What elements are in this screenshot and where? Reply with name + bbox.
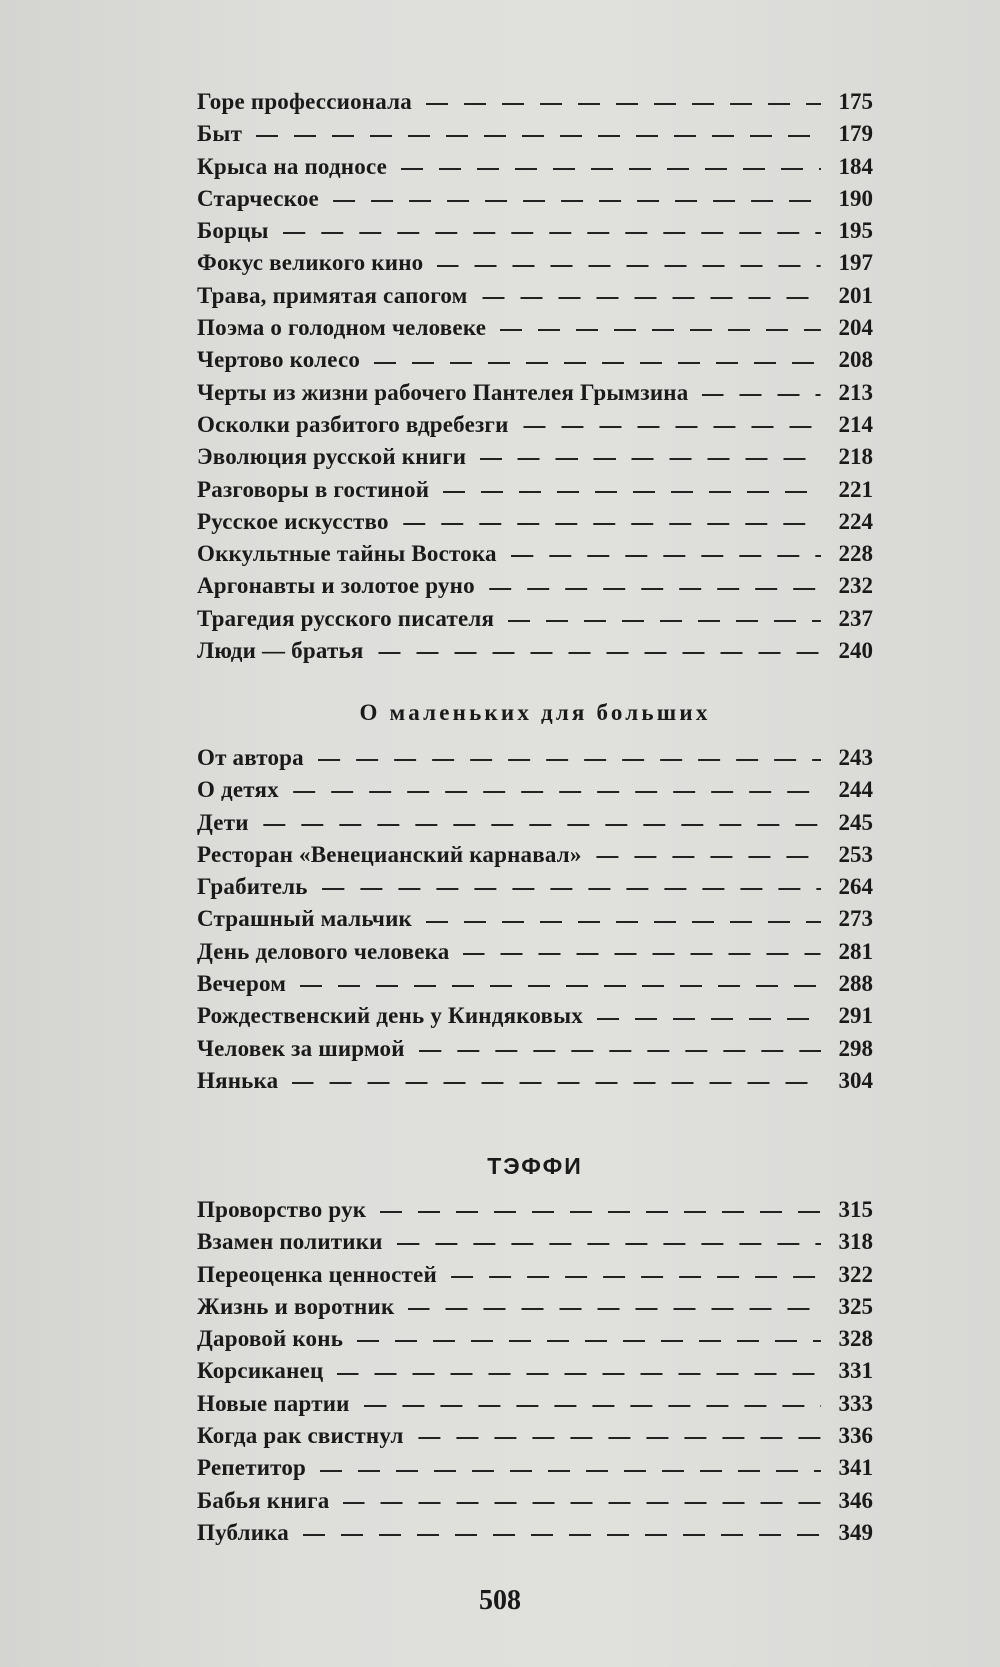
toc-entry bbox=[197, 871, 873, 903]
toc-entry-title: Репетитор bbox=[197, 1455, 307, 1481]
dash-leader bbox=[523, 426, 821, 428]
toc-entry-page: 240 bbox=[838, 638, 873, 664]
toc-entry-page: 190 bbox=[838, 185, 873, 211]
dash-leader bbox=[397, 1243, 821, 1245]
toc-entry bbox=[197, 1291, 873, 1323]
toc-entry bbox=[197, 1452, 873, 1484]
toc-entry-title: Осколки разбитого вдребезги bbox=[197, 411, 509, 437]
dash-leader bbox=[480, 458, 821, 460]
toc-entry-page: 336 bbox=[838, 1423, 873, 1449]
toc-entry bbox=[197, 247, 873, 279]
toc-entry bbox=[197, 215, 873, 247]
toc-section-2 bbox=[197, 742, 873, 1097]
toc-entry-page: 328 bbox=[838, 1326, 873, 1352]
toc-entry-title: Оккультные тайны Востока bbox=[197, 541, 497, 567]
toc-entry bbox=[197, 1355, 873, 1387]
toc-entry bbox=[197, 183, 873, 215]
toc-entry-page: 281 bbox=[838, 938, 873, 964]
toc-entry bbox=[197, 968, 873, 1000]
toc-entry-page: 175 bbox=[838, 89, 873, 114]
toc-entry-title: Люди — братья bbox=[197, 638, 364, 664]
toc-entry-page: 333 bbox=[838, 1390, 873, 1416]
toc-entry-title: Грабитель bbox=[197, 874, 308, 900]
dash-leader bbox=[426, 921, 821, 923]
dash-leader bbox=[333, 200, 821, 202]
toc-entry-page: 228 bbox=[838, 541, 873, 567]
toc-entry bbox=[197, 280, 873, 312]
toc-entry-title: День делового человека bbox=[197, 938, 450, 964]
toc-entry-title: Трагедия русского писателя bbox=[197, 605, 495, 631]
toc-entry-title: Переоценка ценностей bbox=[197, 1261, 437, 1287]
toc-entry bbox=[197, 1420, 873, 1452]
toc-entry bbox=[197, 1259, 873, 1291]
toc-entry-title: Нянька bbox=[197, 1067, 279, 1093]
toc-entry bbox=[197, 807, 873, 839]
dash-leader bbox=[463, 953, 821, 955]
dash-leader bbox=[418, 1437, 821, 1439]
toc-entry-page: 273 bbox=[838, 906, 873, 932]
toc-entry-title: Взамен политики bbox=[197, 1229, 383, 1255]
toc-entry-title: Поэма о голодном человеке bbox=[197, 315, 487, 341]
toc-entry bbox=[197, 538, 873, 570]
toc-entry-page: 288 bbox=[838, 971, 873, 997]
dash-leader bbox=[403, 523, 821, 525]
page-number: 508 bbox=[479, 1585, 521, 1616]
toc-entry-page: 179 bbox=[838, 121, 873, 147]
toc-entry-page: 201 bbox=[838, 282, 873, 308]
toc-entry bbox=[197, 1065, 873, 1097]
section-heading-teffi: ТЭФФИ bbox=[487, 1153, 583, 1179]
toc-entry-title: Русское искусство bbox=[197, 508, 389, 534]
dash-leader bbox=[702, 394, 821, 396]
toc-entry-title: Даровой конь bbox=[197, 1326, 344, 1352]
toc-entry-title: Публика bbox=[197, 1519, 289, 1545]
dash-leader bbox=[303, 1534, 821, 1536]
dash-leader bbox=[293, 791, 821, 793]
dash-leader bbox=[263, 824, 821, 826]
dash-leader bbox=[508, 620, 821, 622]
toc-entry bbox=[197, 1485, 873, 1517]
toc-entry-title: О детях bbox=[197, 777, 279, 803]
toc-entry bbox=[197, 603, 873, 635]
dash-leader bbox=[256, 135, 821, 137]
dash-leader bbox=[443, 491, 821, 493]
dash-leader bbox=[318, 759, 821, 761]
toc-entry bbox=[197, 1000, 873, 1032]
dash-leader bbox=[511, 555, 821, 557]
toc-entry bbox=[197, 474, 873, 506]
toc-entry-page: 264 bbox=[838, 874, 873, 900]
toc-entry-title: Корсиканец bbox=[197, 1358, 324, 1384]
toc-entry-page: 315 bbox=[838, 1197, 873, 1222]
toc-entry-page: 244 bbox=[838, 777, 873, 803]
dash-leader bbox=[500, 329, 821, 331]
toc-entry-title: От автора bbox=[197, 745, 304, 770]
dash-leader bbox=[378, 652, 822, 654]
toc-entry bbox=[197, 1226, 873, 1258]
toc-entry-page: 318 bbox=[838, 1229, 873, 1255]
toc-entry bbox=[197, 1388, 873, 1420]
toc-entry-title: Эволюция русской книги bbox=[197, 444, 467, 470]
dash-leader bbox=[322, 888, 821, 890]
toc-entry bbox=[197, 903, 873, 935]
toc-entry-page: 213 bbox=[838, 379, 873, 405]
toc-entry-title: Проворство рук bbox=[197, 1197, 367, 1222]
toc-entry-page: 304 bbox=[838, 1067, 873, 1093]
toc-section-1 bbox=[197, 86, 873, 667]
dash-leader bbox=[597, 1018, 821, 1020]
dash-leader bbox=[343, 1502, 821, 1504]
toc-entry-page: 322 bbox=[838, 1261, 873, 1287]
toc-entry bbox=[197, 1194, 873, 1226]
toc-entry-page: 218 bbox=[838, 444, 873, 470]
toc-entry-title: Быт bbox=[197, 121, 243, 147]
dash-leader bbox=[408, 1308, 821, 1310]
toc-entry-page: 221 bbox=[838, 476, 873, 502]
toc-entry-title: Жизнь и воротник bbox=[197, 1293, 395, 1319]
toc-entry-title: Бабья книга bbox=[197, 1487, 330, 1513]
dash-leader bbox=[437, 265, 821, 267]
toc-entry-page: 237 bbox=[838, 605, 873, 631]
toc-entry bbox=[197, 312, 873, 344]
toc-entry-title: Старческое bbox=[197, 185, 319, 211]
dash-leader bbox=[292, 1082, 821, 1084]
toc-entry-page: 208 bbox=[838, 347, 873, 373]
toc-entry-title: Когда рак свистнул bbox=[197, 1423, 404, 1449]
dash-leader bbox=[426, 103, 821, 105]
toc-entry-page: 243 bbox=[838, 745, 873, 770]
toc-entry-page: 224 bbox=[838, 508, 873, 534]
dash-leader bbox=[401, 168, 821, 170]
dash-leader bbox=[283, 232, 821, 234]
dash-leader bbox=[374, 362, 821, 364]
toc-entry-title: Борцы bbox=[197, 218, 269, 244]
toc-entry-page: 341 bbox=[838, 1455, 873, 1481]
dash-leader bbox=[489, 588, 821, 590]
toc-entry-title: Крыса на подносе bbox=[197, 153, 388, 179]
section-heading-small-for-big: О маленьких для больших bbox=[359, 700, 711, 725]
toc-entry-page: 195 bbox=[838, 218, 873, 244]
toc-entry-page: 346 bbox=[838, 1487, 873, 1513]
dash-leader bbox=[482, 297, 822, 299]
dash-leader bbox=[451, 1276, 821, 1278]
toc-entry-title: Чертово колесо bbox=[197, 347, 361, 373]
toc-entry bbox=[197, 742, 873, 774]
toc-entry-title: Аргонавты и золотое руно bbox=[197, 573, 475, 599]
toc-entry-page: 325 bbox=[838, 1293, 873, 1319]
toc-entry bbox=[197, 635, 873, 667]
dash-leader bbox=[419, 1050, 821, 1052]
toc-entry-title: Человек за ширмой bbox=[197, 1035, 405, 1061]
toc-entry-title: Рождественский день у Киндяковых bbox=[197, 1003, 583, 1029]
toc-entry-page: 331 bbox=[838, 1358, 873, 1384]
toc-entry bbox=[197, 441, 873, 473]
toc-entry-title: Разговоры в гостиной bbox=[197, 476, 430, 502]
toc-entry-page: 253 bbox=[838, 841, 873, 867]
toc-entry-title: Новые партии bbox=[197, 1390, 350, 1416]
toc-entry bbox=[197, 344, 873, 376]
dash-leader bbox=[364, 1405, 821, 1407]
dash-leader bbox=[337, 1373, 821, 1375]
toc-entry bbox=[197, 377, 873, 409]
toc-entry-page: 197 bbox=[838, 250, 873, 276]
toc-entry bbox=[197, 774, 873, 806]
dash-leader bbox=[320, 1470, 821, 1472]
toc-entry-page: 245 bbox=[838, 809, 873, 835]
toc-entry-title: Горе профессионала bbox=[197, 89, 412, 114]
toc-entry-page: 349 bbox=[838, 1519, 873, 1545]
toc-entry bbox=[197, 409, 873, 441]
toc-entry bbox=[197, 1517, 873, 1549]
dash-leader bbox=[300, 985, 821, 987]
toc-entry bbox=[197, 151, 873, 183]
toc-entry bbox=[197, 118, 873, 150]
toc-entry bbox=[197, 506, 873, 538]
toc-entry-title: Трава, примятая сапогом bbox=[197, 282, 468, 308]
toc-entry-page: 204 bbox=[838, 315, 873, 341]
toc-entry bbox=[197, 936, 873, 968]
toc-entry-page: 291 bbox=[838, 1003, 873, 1029]
toc-entry bbox=[197, 570, 873, 602]
toc-entry bbox=[197, 86, 873, 118]
toc-entry-title: Дети bbox=[197, 809, 249, 835]
dash-leader bbox=[380, 1211, 821, 1213]
toc-entry-page: 184 bbox=[838, 153, 873, 179]
toc-entry-title: Вечером bbox=[197, 971, 287, 997]
toc-entry-title: Страшный мальчик bbox=[197, 906, 413, 932]
toc-entry bbox=[197, 839, 873, 871]
toc-entry-page: 232 bbox=[838, 573, 873, 599]
toc-entry bbox=[197, 1033, 873, 1065]
toc-entry-page: 214 bbox=[838, 411, 873, 437]
toc-entry-title: Ресторан «Венецианский карнавал» bbox=[197, 841, 582, 867]
dash-leader bbox=[357, 1340, 821, 1342]
dash-leader bbox=[596, 856, 821, 858]
toc-entry-page: 298 bbox=[838, 1035, 873, 1061]
toc-entry-title: Черты из жизни рабочего Пантелея Грымзина bbox=[197, 379, 689, 405]
toc-section-3 bbox=[197, 1194, 873, 1549]
toc-entry bbox=[197, 1323, 873, 1355]
toc-entry-title: Фокус великого кино bbox=[197, 250, 424, 276]
